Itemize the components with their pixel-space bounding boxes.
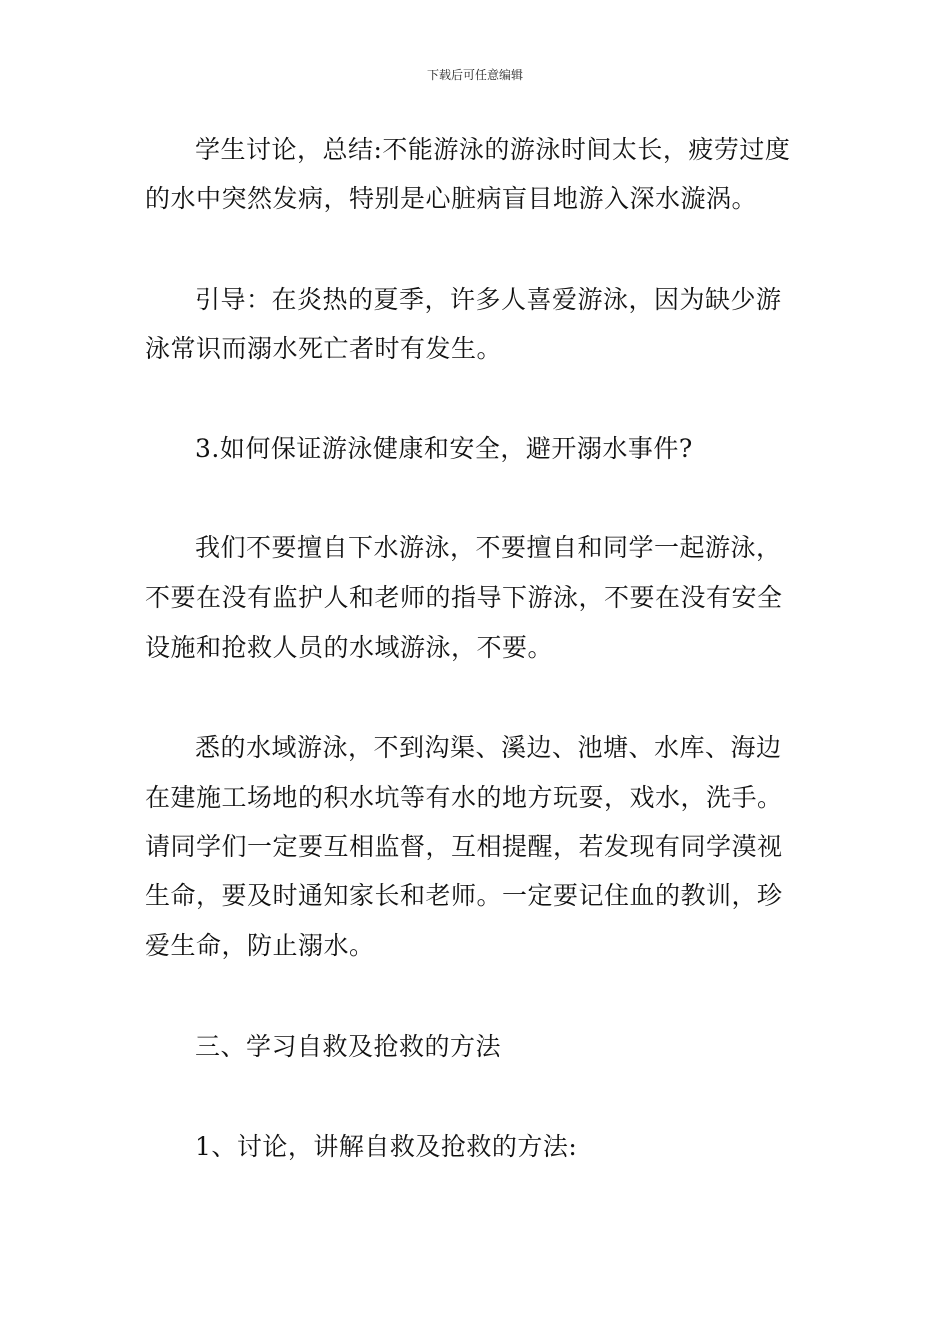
- paragraph-4-line-2: 不要在没有监护人和老师的指导下游泳，不要在没有安全: [145, 583, 783, 612]
- paragraph-5-line-2: 在建施工场地的积水坑等有水的地方玩耍，戏水，洗手。: [145, 783, 783, 812]
- paragraph-2-line-1: 引导：在炎热的夏季，许多人喜爱游泳，因为缺少游: [195, 285, 782, 314]
- paragraph-5-line-5: 爱生命，防止溺水。: [145, 931, 375, 960]
- paragraph-4-line-1: 我们不要擅自下水游泳，不要擅自和同学一起游泳，: [195, 533, 782, 562]
- paragraph-1-line-1: 学生讨论，总结:不能游泳的游泳时间太长，疲劳过度: [195, 135, 791, 164]
- sub-item-heading: 1、讨论，讲解自救及抢救的方法:: [195, 1132, 578, 1161]
- paragraph-5-line-1: 悉的水域游泳，不到沟渠、溪边、池塘、水库、海边: [195, 733, 782, 762]
- paragraph-4-line-3: 设施和抢救人员的水域游泳，不要。: [145, 633, 554, 662]
- section-heading: 三、学习自救及抢救的方法: [195, 1032, 502, 1061]
- paragraph-1-line-2: 的水中突然发病，特别是心脏病盲目地游入深水漩涡。: [145, 184, 758, 213]
- paragraph-3-line-1: 3.如何保证游泳健康和安全，避开溺水事件?: [195, 434, 693, 463]
- header-note: 下载后可任意编辑: [426, 68, 523, 82]
- paragraph-5-line-4: 生命，要及时通知家长和老师。一定要记住血的教训，珍: [145, 881, 783, 910]
- paragraph-2-line-2: 泳常识而溺水死亡者时有发生。: [145, 334, 503, 363]
- paragraph-5-line-3: 请同学们一定要互相监督，互相提醒，若发现有同学漠视: [145, 832, 783, 861]
